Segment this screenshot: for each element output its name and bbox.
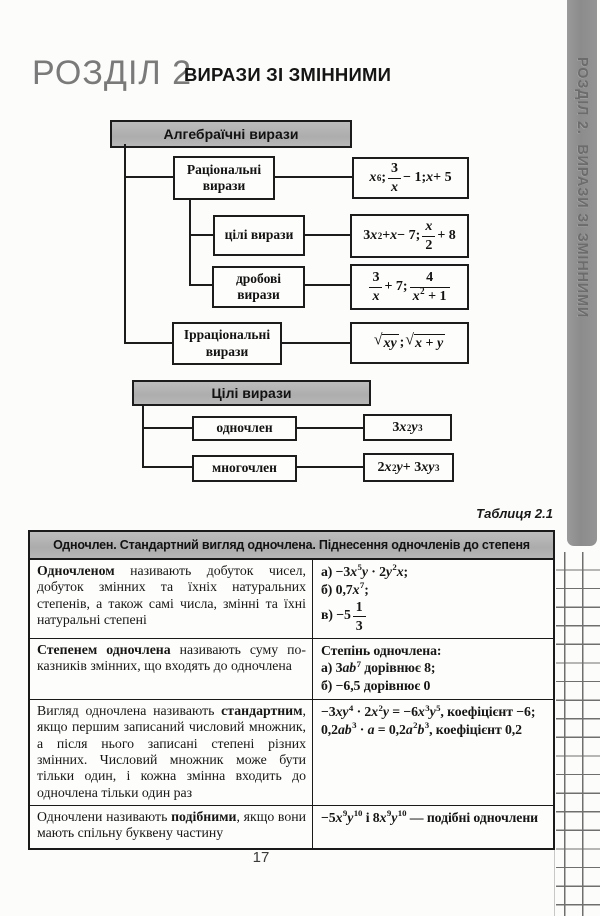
- example-line: б) −6,5 дорівнює 0: [321, 677, 431, 693]
- connector-to-irrational: [126, 342, 172, 344]
- examples-cell: [313, 806, 553, 848]
- node-polynomial-label: многочлен: [212, 460, 277, 476]
- examples-cell: [313, 560, 553, 638]
- definition-keyword: подібними: [171, 808, 237, 824]
- chapter-side-tab-label: РОЗДІЛ 2. ВИРАЗИ ЗІ ЗМІННИМИ: [574, 57, 590, 319]
- notebook-grid-edge: [556, 552, 600, 916]
- node-irrational-label: Ірраціональні вирази: [183, 327, 271, 359]
- example-line: $0,2ab^3 \cdot a = 0,2a^2b^3$, коефіцієнт 0,2: [321, 720, 522, 737]
- example-line: Степінь одночлена:: [321, 642, 442, 658]
- diagram-whole-label: Цілі вирази: [211, 385, 292, 401]
- examples-cell: [313, 639, 553, 700]
- node-irrational: [172, 322, 282, 365]
- node-integer-expressions: [213, 215, 305, 256]
- example-line: $-5x^9y^{10}$ і $8x^9y^{10}$ — подібні одночлени: [321, 808, 539, 825]
- examples-cell: [313, 700, 553, 805]
- formula-irrational: √ xy ; √ x + y: [350, 322, 469, 364]
- definition-keyword: стандартним: [221, 703, 303, 719]
- table-row: [30, 560, 553, 639]
- node-integer-label: цілі вирази: [224, 227, 294, 243]
- diagram-root-box: [110, 120, 352, 148]
- connector-to-integer: [191, 234, 213, 236]
- connector-trunk-algebraic: [124, 144, 126, 344]
- node-rational: [173, 156, 275, 200]
- chapter-label: РОЗДІЛ 2: [32, 54, 193, 92]
- connector-to-monomial: [144, 427, 192, 429]
- node-polynomial: [192, 455, 297, 482]
- page-number: 17: [252, 849, 270, 866]
- definition-text: , якщо першим записаний числовий множник, а після нього записані степені різних змінних. Числовий множник може бути тільки один, і кожна змінна входить до одночлена тільки один раз: [37, 703, 306, 800]
- definition-cell: [30, 700, 313, 805]
- definition-text: називають суму показників змінних, що входять до одночлена: [37, 641, 307, 673]
- table-row: [30, 700, 553, 806]
- formula-polynomial: 2 x 2 y + 3 xy 3: [363, 453, 454, 482]
- formula-monomial: 3 x 2 y 3: [363, 414, 452, 441]
- example-line: б) $0,7x^7$;: [321, 579, 369, 597]
- connector-trunk-whole: [142, 402, 144, 468]
- chapter-title: ВИРАЗИ ЗІ ЗМІННИМИ: [184, 64, 392, 85]
- table-header-text: Одночлен. Стандартний вигляд одночлена. Піднесення одночленів до степеня: [53, 538, 530, 552]
- definition-text: , якщо вони мають спільну буквену частину: [37, 808, 306, 841]
- definition-text: називають добуток чисел, добуток змінних та їхніх натуральних степенів, а також самі числа, змінні та їхні натуральні степені: [37, 563, 306, 627]
- formula-integer: 3 x 2 + x − 7; $\frac{x}{2}$ + 8: [350, 214, 469, 258]
- table-header: [30, 532, 553, 560]
- example-line: а) $3ab^7$ дорівнює 8;: [321, 658, 436, 676]
- node-fractional-label: дробові вирази: [235, 270, 282, 302]
- table-row: [30, 639, 553, 701]
- connector-trunk-rational: [189, 200, 191, 286]
- connector-polynomial-formula: [297, 466, 363, 468]
- formula-rational: x 6 ; $\frac{3}{x}$ − 1; x + 5: [352, 157, 469, 199]
- diagram-root-label: Алгебраїчні вирази: [163, 126, 299, 142]
- definition-keyword: Степенем одночлена: [37, 641, 171, 657]
- definition-cell: [30, 806, 313, 848]
- definition-cell: [30, 560, 313, 638]
- table-caption: Таблиця 2.1: [476, 506, 553, 521]
- definition-text: Вигляд одночлена називають: [37, 703, 222, 719]
- formula-fractional: $\frac{3}{x}$ + 7; $\frac{4}{x^2 + 1}$: [350, 264, 469, 310]
- example-line: $а) -3x^5y \cdot 2y^2x$;: [321, 562, 409, 579]
- monomial-table: [28, 530, 555, 850]
- definition-keyword: Одночленом: [37, 563, 115, 578]
- diagram-whole-box: [132, 380, 371, 406]
- connector-to-polynomial: [144, 466, 192, 468]
- chapter-side-tab: [567, 0, 597, 546]
- definition-text: Одночлени називають: [37, 808, 172, 824]
- example-line: в) −5 $\frac{1}{3}$: [321, 599, 549, 633]
- connector-monomial-formula: [297, 427, 363, 429]
- connector-integer-formula: [305, 234, 350, 236]
- connector-fractional-formula: [305, 284, 350, 286]
- node-monomial-label: одночлен: [216, 420, 273, 436]
- connector-irrational-formula: [282, 342, 350, 344]
- node-fractional-expressions: [212, 266, 305, 308]
- connector-to-rational: [126, 176, 173, 178]
- node-rational-label: Раціональні вирази: [186, 161, 262, 193]
- table-row: [30, 806, 553, 848]
- connector-to-fractional: [191, 284, 212, 286]
- definition-cell: [30, 639, 313, 700]
- node-monomial: [192, 416, 297, 441]
- connector-rational-formula: [275, 176, 352, 178]
- example-line: $-3xy^4 \cdot 2x^2y = -6x^3y^5$, коефіцієнт −6;: [321, 702, 536, 720]
